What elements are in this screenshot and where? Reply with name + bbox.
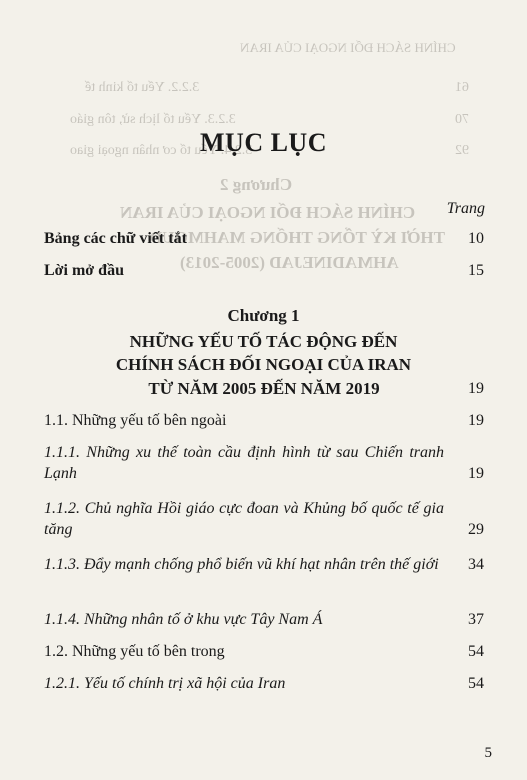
- toc-entry[interactable]: [44, 260, 484, 281]
- chapter-label: Chương 1: [227, 306, 300, 325]
- chapter-entry[interactable]: [44, 378, 484, 399]
- toc-entry-text: 1.1. Những yếu tố bên ngoài: [44, 412, 227, 429]
- toc-entry-page: 19: [468, 465, 484, 482]
- bleed-line: 92: [455, 143, 469, 158]
- toc-entry-page: 54: [468, 643, 484, 660]
- toc-entry[interactable]: [44, 442, 484, 484]
- toc-entry-text: Lời mở đầu: [44, 262, 124, 279]
- toc-entry-text: Bảng các chữ viết tắt: [44, 230, 187, 247]
- toc-entry[interactable]: [44, 498, 484, 540]
- bleed-line: 3.2.3. Yếu tố lịch sử, tôn giáo: [70, 112, 236, 127]
- bleed-line: 3.2.2. Yếu tố kinh tế: [85, 80, 200, 95]
- toc-entry[interactable]: [44, 228, 484, 249]
- bleed-chapter-title: CHÍNH SÁCH ĐỐI NGOẠI CỦA IRAN: [120, 203, 416, 222]
- bleed-header: CHÍNH SÁCH ĐỐI NGOẠI CỦA IRAN: [240, 40, 456, 55]
- toc-entry-text: 1.2.1. Yếu tố chính trị xã hội của Iran: [44, 675, 286, 692]
- toc-entry-page: 19: [468, 380, 484, 397]
- toc-entry-text: 1.2. Những yếu tố bên trong: [44, 643, 225, 660]
- bleed-chapter: Chương 2: [220, 175, 293, 194]
- chapter-title-line: CHÍNH SÁCH ĐỐI NGOẠI CỦA IRAN: [115, 355, 412, 374]
- toc-entry-page: 19: [468, 412, 484, 429]
- page-title: MỤC LỤC: [200, 128, 327, 157]
- bleed-chapter-title: AHMADINEJAD (2005-2013): [180, 253, 399, 272]
- page-column-label: Trang: [446, 200, 485, 217]
- chapter-title-line: TỪ NĂM 2005 ĐẾN NĂM 2019: [148, 379, 380, 398]
- toc-entry[interactable]: [44, 641, 484, 662]
- toc-entry-page: 34: [468, 556, 484, 573]
- bleed-line: 70: [455, 112, 469, 127]
- page-number: 5: [484, 745, 492, 761]
- toc-entry[interactable]: [44, 673, 484, 694]
- toc-entry-page: 10: [468, 230, 484, 247]
- bleed-line: 3.2.4. Yếu tố cơ nhân ngoại giao: [70, 143, 253, 158]
- toc-entry[interactable]: [44, 609, 484, 630]
- bleed-line: 61: [455, 80, 469, 95]
- toc-entry-text: 1.1.4. Những nhân tố ở khu vực Tây Nam Á: [44, 611, 323, 628]
- toc-entry-text: 1.1.3. Đẩy mạnh chống phổ biến vũ khí hạt nhân trên thế giới: [44, 556, 439, 573]
- bleed-chapter-title: THỜI KỲ TỔNG THỐNG MAHMOUD: [150, 228, 446, 247]
- toc-entry-page: 54: [468, 675, 484, 692]
- toc-entry[interactable]: [44, 554, 484, 575]
- toc-entry-page: 15: [468, 262, 484, 279]
- toc-entry[interactable]: [44, 410, 484, 431]
- toc-entry-text: 1.1.2. Chủ nghĩa Hồi giáo cực đoan và Khủng bố quốc tế gia tăng: [44, 500, 444, 538]
- toc-entry-text: 1.1.1. Những xu thế toàn cầu định hình từ sau Chiến tranh Lạnh: [44, 444, 444, 482]
- chapter-title-line: NHỮNG YẾU TỐ TÁC ĐỘNG ĐẾN: [129, 332, 398, 351]
- toc-entry-page: 29: [468, 521, 484, 538]
- toc-entry-page: 37: [468, 611, 484, 628]
